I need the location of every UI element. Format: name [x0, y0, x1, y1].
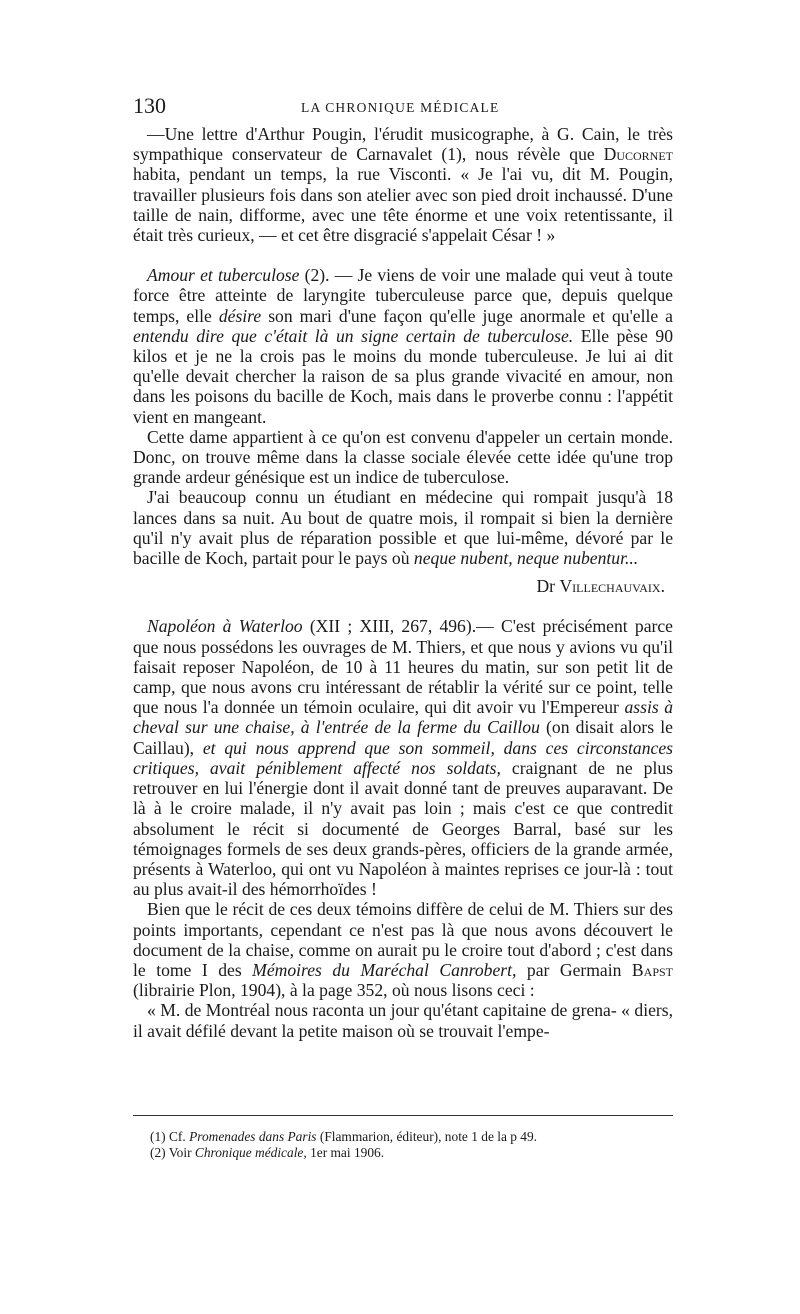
- running-title: LA CHRONIQUE MÉDICALE: [301, 100, 500, 115]
- text-run: J'ai beaucoup connu un étudiant en médecine qui rompait jusqu'à 18 lances dans sa nuit. Au bout de quatre mois, il rompait si bien la dernière qu'il n'y avait plus de réparation possible et que lui-même, dévoré par le bacille de Koch, partait pour le pays où: [133, 487, 673, 569]
- signature-name: Villechauvaix.: [559, 576, 665, 597]
- paragraph-dame: Cette dame appartient à ce qu'on est convenu d'appeler un certain monde. Donc, on trouve même dans la classe sociale élevée cette idée qu'une trop grande ardeur génésique est un indice de tuberculose.: [133, 426, 673, 488]
- emphasis: assis à cheval sur une chaise, à l'entrée de la ferme du Caillou: [133, 697, 674, 738]
- section-gap: [133, 245, 673, 265]
- text-run: craignant de ne plus retrouver en lui l'énergie dont il avait donné tant de preuves auparavant. De là à le croire malade, il n'y avait pas loin ; mais c'est ce que contredit absolument le récit si documenté de Georges Barral, basé sur les témoignages formels de ses deux grands-pères, officiers de la grande armée, présents à Waterloo, qui ont vu Napoléon à maintes reprises ce jour-là : tout au plus avait-il des hémorrhoïdes !: [133, 757, 673, 900]
- emphasis: Chronique médicale,: [194, 1145, 307, 1160]
- emphasis: Mémoires du Maréchal Canrobert,: [252, 959, 517, 980]
- signature: [133, 576, 665, 596]
- footnote-1: [150, 1129, 670, 1145]
- text-run: (XII ; XIII, 267, 496).— C'est précisément parce que nous possédons les ouvrages de M. Thiers, et que nous y avions vu qu'il faisait reposer Napoléon, de 10 à 11 heures du matin, sur son petit lit de camp, que nous avons cru intéressant de rétablir la vérité sur ce point, telle que nous l'a donnée un témoin oculaire, qui dit avoir vu l'Empereur: [133, 616, 673, 718]
- article-title: Napoléon à Waterloo: [147, 616, 303, 637]
- person-name: Bapst: [631, 959, 674, 980]
- paragraph-amour: [133, 265, 673, 427]
- emphasis: désire: [218, 305, 262, 326]
- article-title: Amour et tuberculose: [147, 265, 300, 286]
- paragraph-pougin: [133, 124, 673, 245]
- footnotes: [150, 1129, 670, 1161]
- paragraph-quote: « M. de Montréal nous raconta un jour qu'étant capitaine de grena- « diers, il avait défilé devant la petite maison où se trouvait l'empe-: [133, 1000, 673, 1041]
- emphasis: et qui nous apprend que son sommeil, dans ces circonstances critiques, avait péniblement affecté nos soldats,: [133, 737, 673, 778]
- text-run: habita, pendant un temps, la rue Visconti. « Je l'ai vu, dit M. Pougin, travailler plusieurs fois dans son atelier avec son pied droit inchaussé. D'une taille de nain, difforme, avec une tête énorme et une voix retentissante, il était très curieux, — et cet être disgracié s'appelait César ! »: [133, 164, 673, 246]
- text-run: Elle pèse 90 kilos et je ne la crois pas le moins du monde tuberculeuse. Je lui ai dit qu'elle devait chercher la raison de sa plus grande vivacité en amour, non dans les poisons du bacille de Koch, mais dans le proverbe connu : l'appétit vient en mangeant.: [133, 325, 673, 427]
- signature-title: Dr: [536, 576, 556, 597]
- paragraph-etudiant: [133, 487, 673, 568]
- text-run: Bien que le récit de ces deux témoins diffère de celui de M. Thiers sur des points importants, cependant ce n'est pas là que nous avons découvert le document de la chaise, comme on aurait pu le croire tout d'abord ; c'est dans le tome I des: [133, 899, 673, 980]
- paragraph-napoleon: [133, 616, 673, 899]
- text-run: (1) Cf.: [150, 1129, 190, 1144]
- text-run: par Germain: [516, 959, 632, 980]
- emphasis: neque nubent, neque nubentur...: [413, 548, 639, 569]
- paragraph-canrobert: [133, 899, 673, 1000]
- emphasis: Promenades dans Paris: [189, 1129, 317, 1144]
- page-header: [133, 93, 673, 123]
- person-name: Ducornet: [603, 144, 673, 165]
- footnote-2: [150, 1145, 670, 1161]
- text-run: (2) Voir: [150, 1145, 195, 1160]
- emphasis: entendu dire que c'était là un signe certain de tuberculose.: [133, 325, 574, 346]
- text-run: son mari d'une façon qu'elle juge anormale et qu'elle a: [261, 305, 673, 326]
- page-number: 130: [133, 93, 166, 118]
- text-run: (Flammarion, éditeur), note 1 de la p 49.: [316, 1129, 538, 1144]
- text-run: —Une lettre d'Arthur Pougin, l'érudit musicographe, à G. Cain, le très sympathique conservateur de Carnavalet (1), nous révèle que: [133, 124, 673, 165]
- footnote-divider: [133, 1115, 673, 1116]
- text-run: 1er mai 1906.: [306, 1145, 385, 1160]
- text-run: (2). — Je viens de voir une malade qui veut à toute force être atteinte de laryngite tuberculeuse parce que, depuis quelque temps, elle: [133, 265, 673, 326]
- text-run: (on disait alors le Caillau),: [133, 717, 673, 758]
- text-run: (librairie Plon, 1904), à la page 352, où nous lisons ceci :: [133, 980, 535, 1001]
- section-gap: [133, 596, 673, 616]
- body-text: [133, 124, 673, 1041]
